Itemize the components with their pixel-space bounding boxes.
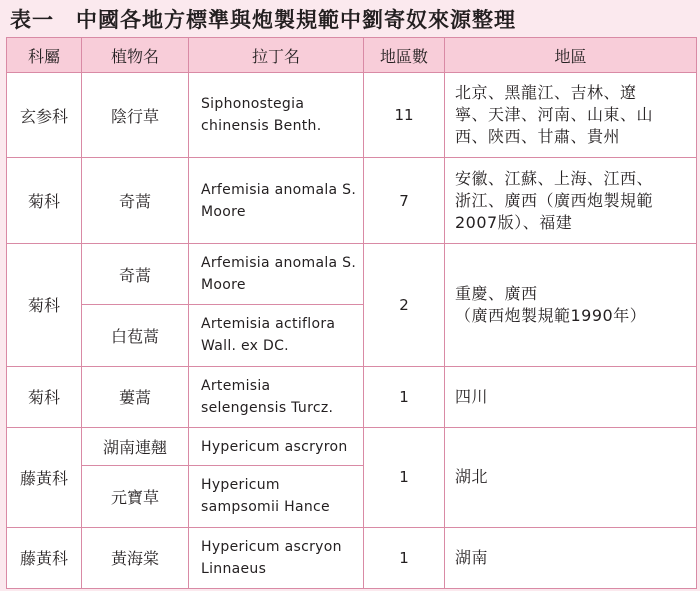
table-row [7,527,697,588]
header-family: 科屬 [7,38,82,73]
family-cell: 菊科 [7,366,82,427]
latin-line: Moore [201,203,246,220]
latin-cell [189,366,364,427]
regions-line: 四川 [455,386,489,406]
count-cell: 11 [364,73,445,158]
latin-line: selengensis Turcz. [201,399,334,416]
regions-line: 浙江、廣西（廣西炮製規範 [455,190,654,210]
count-cell: 2 [364,243,445,366]
regions-line: 湖北 [455,467,489,487]
latin-line: Arfemisia anomala S. [201,255,357,272]
regions-line: 西、陝西、甘肅、貴州 [455,127,621,147]
latin-cell [189,466,364,527]
latin-cell [189,305,364,366]
header-regions: 地區 [445,38,697,73]
regions-line: （廣西炮製規範1990年） [455,305,647,325]
family-cell: 藤黃科 [7,527,82,588]
source-table [6,37,697,589]
latin-cell [189,243,364,304]
regions-line: 寧、天津、河南、山東、山 [455,105,654,125]
latin-line: Artemisia actiflora [201,316,336,333]
table-row [7,428,697,466]
plant-cell: 陰行草 [82,73,189,158]
regions-cell [445,73,697,158]
count-cell: 1 [364,527,445,588]
latin-line: sampsomii Hance [201,499,330,516]
table-row [7,243,697,304]
latin-cell [189,158,364,243]
latin-line: Artemisia [201,377,271,394]
header-count: 地區數 [364,38,445,73]
latin-line: Wall. ex DC. [201,338,289,355]
family-cell: 玄参科 [7,73,82,158]
count-cell: 7 [364,158,445,243]
latin-line: Moore [201,277,246,294]
plant-cell: 奇蒿 [82,243,189,304]
latin-cell [189,428,364,466]
plant-cell: 白苞蒿 [82,305,189,366]
plant-cell: 蔞蒿 [82,366,189,427]
latin-line: Hypericum [201,477,280,494]
family-cell: 藤黃科 [7,428,82,528]
regions-cell [445,158,697,243]
latin-cell [189,527,364,588]
plant-cell: 湖南連翹 [82,428,189,466]
header-plant: 植物名 [82,38,189,73]
latin-line: Siphonostegia [201,96,305,113]
regions-line: 北京、黑龍江、吉林、遼 [455,83,637,103]
latin-line: Linnaeus [201,560,267,577]
header-row [7,38,697,73]
count-cell: 1 [364,428,445,528]
regions-line: 安徽、江蘇、上海、江西、 [455,168,654,188]
header-latin: 拉丁名 [189,38,364,73]
latin-cell [189,73,364,158]
plant-cell: 黃海棠 [82,527,189,588]
table-row [7,366,697,427]
plant-cell: 奇蒿 [82,158,189,243]
family-cell: 菊科 [7,243,82,366]
plant-cell: 元寶草 [82,466,189,527]
regions-cell [445,527,697,588]
count-cell: 1 [364,366,445,427]
table-row [7,158,697,243]
table-row [7,73,697,158]
regions-cell [445,428,697,528]
family-cell: 菊科 [7,158,82,243]
regions-cell [445,243,697,366]
latin-line: Hypericum ascryon [201,538,342,555]
table-title: 表一 中國各地方標準與炮製規範中劉寄奴來源整理 [10,8,516,32]
regions-line: 2007版）、福建 [455,212,573,232]
regions-line: 湖南 [455,547,489,567]
latin-line: Arfemisia anomala S. [201,181,357,198]
latin-line: Hypericum ascryron [201,438,348,455]
latin-line: chinensis Benth. [201,118,322,135]
regions-line: 重慶、廣西 [455,283,538,303]
regions-cell [445,366,697,427]
